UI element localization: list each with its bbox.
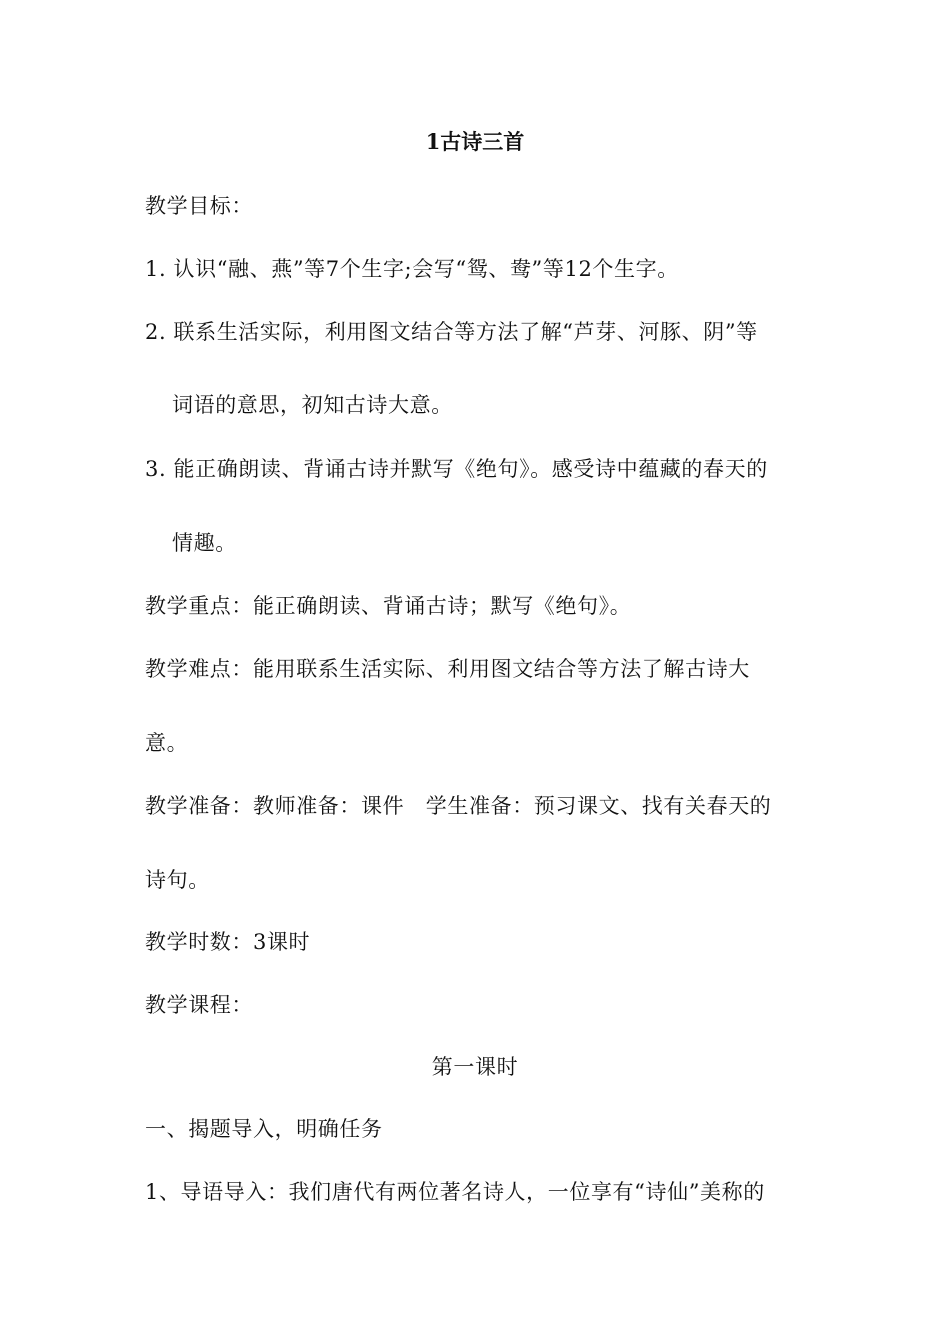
lesson-one-heading: 第一课时 (431, 1055, 519, 1079)
teaching-difficulty: 教学难点：能用联系生活实际、利用图文结合等方法了解古诗大 (145, 657, 750, 681)
section-objectives-heading: 教学目标： (145, 194, 253, 218)
objective-2-continued: 词语的意思，初知古诗大意。 (172, 393, 453, 417)
teaching-hours: 教学时数：3课时 (145, 930, 311, 954)
teaching-preparation: 教学准备：教师准备：课件 学生准备：预习课文、找有关春天的 (145, 794, 772, 818)
objective-2: 2. 联系生活实际，利用图文结合等方法了解“芦芽、河豚、阴”等 (145, 320, 758, 344)
step-one-item-1: 1、导语导入：我们唐代有两位著名诗人，一位享有“诗仙”美称的 (145, 1180, 765, 1204)
teaching-process-heading: 教学课程： (145, 993, 253, 1017)
teaching-focus: 教学重点：能正确朗读、背诵古诗；默写《绝句》。 (145, 594, 632, 618)
teaching-difficulty-continued: 意。 (145, 731, 189, 755)
objective-1: 1. 认识“融、燕”等7个生字;会写“鸳、鸯”等12个生字。 (145, 257, 679, 281)
teaching-preparation-continued: 诗句。 (145, 868, 210, 892)
objective-3-continued: 情趣。 (172, 531, 237, 555)
document-title: 1古诗三首 (425, 129, 525, 154)
step-one-heading: 一、揭题导入，明确任务 (145, 1117, 383, 1141)
objective-3: 3. 能正确朗读、背诵古诗并默写《绝句》。感受诗中蕴藏的春天的 (145, 457, 768, 481)
